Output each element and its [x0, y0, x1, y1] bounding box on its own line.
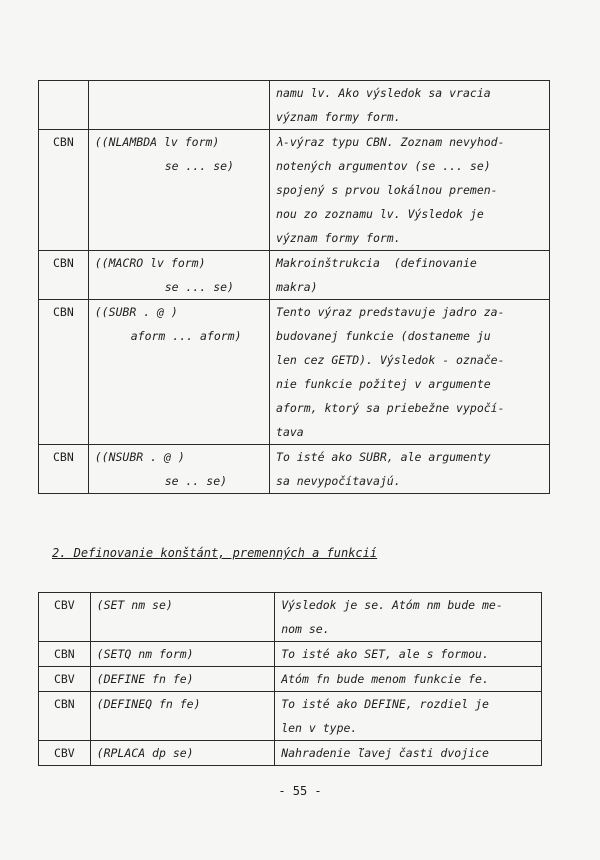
description-cell: Tento výraz predstavuje jadro za- budovanej funkcie (dostaneme ju len cez GETD). Výsledok - označe- nie funkcie požitej v argumente aform, ktorý sa priebežne vypočí- tava — [270, 300, 550, 445]
description-cell: To isté ako DEFINE, rozdiel je len v type. — [275, 692, 542, 741]
expression-cell: ((NSUBR . @ ) se .. se) — [88, 445, 269, 494]
expression-cell: (DEFINE fn fe) — [90, 667, 275, 692]
expression-cell: ((SUBR . @ ) aform ... aform) — [88, 300, 269, 445]
expression-cell: ((NLAMBDA lv form) se ... se) — [88, 130, 269, 251]
description-cell: Nahradenie ľavej časti dvojice — [275, 741, 542, 766]
function-table-1 — [38, 80, 550, 494]
description-cell: λ-výraz typu CBN. Zoznam nevyhod- notených argumentov (se ... se) spojený s prvou lokálnou premen- nou zo zoznamu lv. Výsledok je význam formy form. — [270, 130, 550, 251]
description-cell: namu lv. Ako výsledok sa vracia význam formy form. — [270, 81, 550, 130]
description-cell: Makroinštrukcia (definovanie makra) — [270, 251, 550, 300]
type-cell: CBN — [39, 692, 91, 741]
description-cell: To isté ako SUBR, ale argumenty sa nevypočítavajú. — [270, 445, 550, 494]
description-cell: To isté ako SET, ale s formou. — [275, 642, 542, 667]
description-cell: Atóm fn bude menom funkcie fe. — [275, 667, 542, 692]
function-table-2 — [38, 592, 542, 766]
type-cell: CBN — [39, 642, 91, 667]
table-row — [39, 593, 542, 642]
type-cell: CBV — [39, 593, 91, 642]
type-cell: CBN — [39, 251, 89, 300]
table-row — [39, 642, 542, 667]
expression-cell: (RPLACA dp se) — [90, 741, 275, 766]
table-row — [39, 251, 550, 300]
table-row — [39, 692, 542, 741]
type-cell: CBN — [39, 130, 89, 251]
type-cell: CBV — [39, 741, 91, 766]
section-heading: 2. Definovanie konštánt, premenných a funkcií — [52, 546, 378, 560]
expression-cell — [88, 81, 269, 130]
type-cell: CBV — [39, 667, 91, 692]
table-row — [39, 81, 550, 130]
type-cell: CBN — [39, 445, 89, 494]
expression-cell: (SETQ nm form) — [90, 642, 275, 667]
expression-cell: (DEFINEQ fn fe) — [90, 692, 275, 741]
type-cell — [39, 81, 89, 130]
type-cell: CBN — [39, 300, 89, 445]
table-row — [39, 300, 550, 445]
table-row — [39, 130, 550, 251]
expression-cell: ((MACRO lv form) se ... se) — [88, 251, 269, 300]
page-number: - 55 - — [278, 784, 322, 798]
table-row — [39, 667, 542, 692]
description-cell: Výsledok je se. Atóm nm bude me- nom se. — [275, 593, 542, 642]
table-row — [39, 445, 550, 494]
expression-cell: (SET nm se) — [90, 593, 275, 642]
table-row — [39, 741, 542, 766]
